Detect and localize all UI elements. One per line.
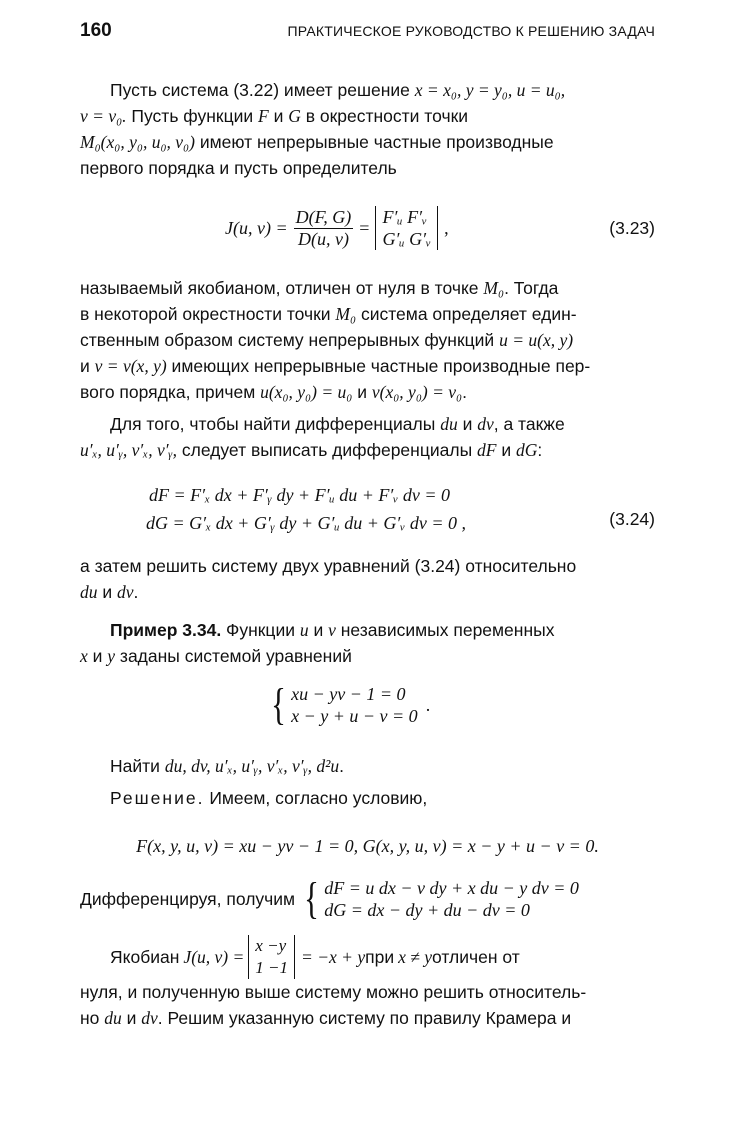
solution-label: Решение. [110, 788, 205, 808]
jacobian-matrix: x −y 1 −1 [248, 935, 295, 979]
jacobian-paragraph: Якобиан J(u, v) = x −y 1 −1 = −x + y при x ≠ y отличен от нуля, и полученную выше систему можно решить относитель- но du и dv. Решим указанную систему по правилу Крамера и [80, 936, 587, 1028]
paragraph-jacobian: называемый якобианом, отличен от нуля в точке M₀. Тогда в некоторой окрестности точки M₀ система определяет един- ственным образом систему непрерывных функций u = u(x, y) и v = v(x, y) имеющих непрерывные частные производные пер- вого порядка, причем u(x₀, y₀) = u₀ и v(x₀, y₀) = v₀. [80, 278, 591, 402]
equation-F-G: F(x, y, u, v) = xu − yv − 1 = 0, G(x, y, u, v) = x − y + u − v = 0. [136, 836, 599, 856]
equation-number-3-23: (3.23) [609, 217, 655, 238]
equation-3-24: dF = F′ₓ dx + F′ᵧ dy + F′ᵤ du + F′ᵥ dv = 0 dG = G′ₓ dx + G′ᵧ dy + G′ᵤ du + G′ᵥ dv = 0 , (3.24) [146, 485, 655, 533]
paragraph-solve-system: а затем решить систему двух уравнений (3.24) относительно du и dv. [80, 556, 577, 602]
differentiation-block: Дифференцируя, получим { dF = u dx − v dy + x du − y dv = 0 dG = dx − dy + du − dv = 0 [80, 874, 579, 923]
jacobian-fraction: $\frac{D(F, G)}{D(u, v)}$ [295, 206, 352, 249]
task-find: Найти du, dv, u′ₓ, u′ᵧ, v′ₓ, v′ᵧ, d²u. Решение. Имеем, согласно условию, [110, 756, 428, 808]
example-3-34: Пример 3.34. Функции u и v независимых переменных x и y заданы системой уравнений [80, 620, 555, 666]
left-brace: { [304, 874, 320, 923]
jacobian-determinant: F′ᵤ F′ᵥ G′ᵤ G′ᵥ [375, 206, 438, 250]
equation-number-3-24: (3.24) [609, 509, 655, 529]
page-number: 160 [80, 20, 112, 41]
left-brace: { [271, 680, 286, 729]
paragraph-differentials: Для того, чтобы найти дифференциалы du и dv, а также u′ₓ, u′ᵧ, v′ₓ, v′ᵧ, следует выписать дифференциалы dF и dG: [80, 414, 565, 460]
page-header [80, 20, 655, 50]
example-title: Пример 3.34. [110, 620, 222, 640]
system-of-equations: { xu − yv − 1 = 0 x − y + u − v = 0 . [271, 680, 431, 729]
paragraph-system-solution: Пусть система (3.22) имеет решение x = x₀, y = y₀, u = u₀, v = v₀. Пусть функции F и G в окрестности точки M₀(x₀, y₀, u₀, v₀) имеют непрерывные частные производные первого порядка и пусть определитель [80, 80, 566, 178]
book-page [80, 20, 655, 1031]
equation-3-23: J(u, v) = $\frac{D(F, G)}{D(u, v)}$ = F′ᵤ F′ᵥ G′ᵤ G′ᵥ , (3.23) [225, 206, 655, 249]
running-title: ПРАКТИЧЕСКОЕ РУКОВОДСТВО К РЕШЕНИЮ ЗАДАЧ [287, 23, 655, 39]
